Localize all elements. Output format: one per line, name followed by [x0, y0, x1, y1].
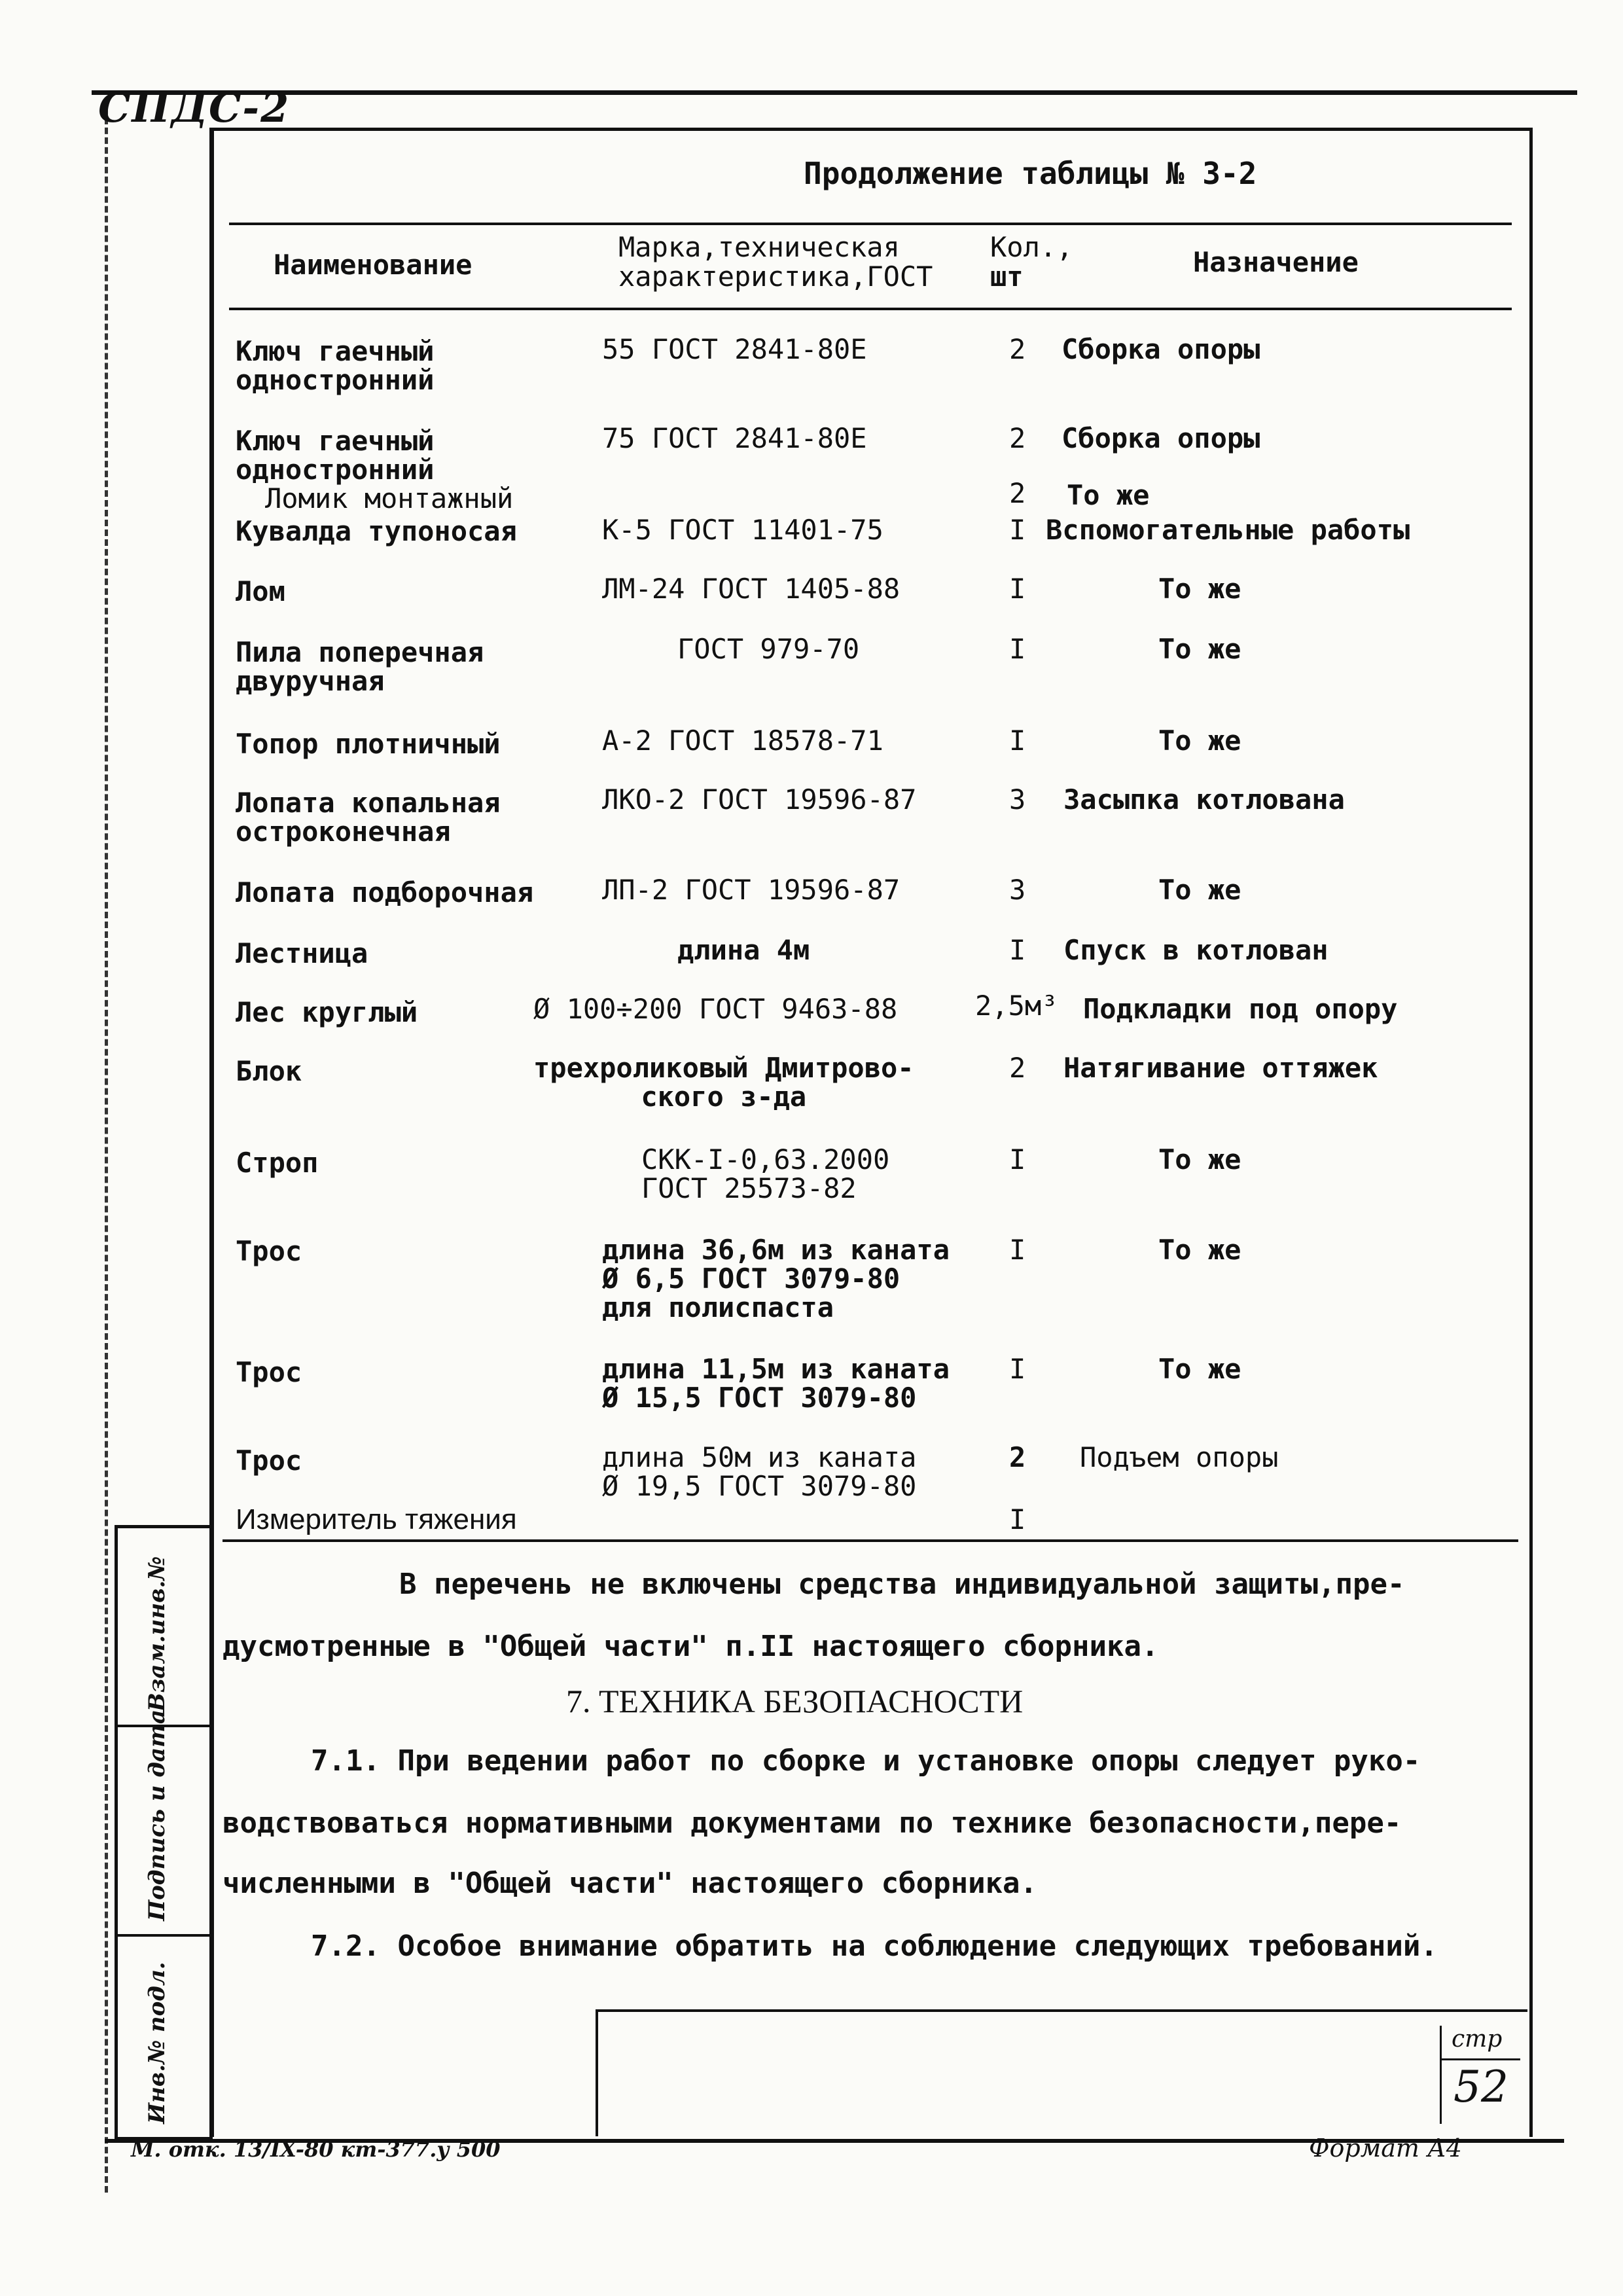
cell-name: Трос	[236, 1235, 302, 1267]
cell-qty: I	[1009, 1234, 1026, 1266]
paragraph-7-1-line-1: 7.1. При ведении работ по сборке и установке опоры следует руко-	[311, 1744, 1421, 1778]
cell-purpose: Натягивание оттяжек	[1063, 1052, 1378, 1084]
cell-mark: А-2 ГОСТ 18578-71	[602, 725, 883, 757]
cell-name: Лом	[236, 575, 285, 607]
cell-name: Трос	[236, 1444, 302, 1477]
cell-mark: длина 11,5м из каната Ø 15,5 ГОСТ 3079-80	[602, 1353, 950, 1414]
cell-qty: 2	[1009, 333, 1026, 365]
cell-purpose: То же	[1158, 1143, 1241, 1175]
cell-qty: I	[1009, 573, 1026, 605]
section-title: 7. ТЕХНИКА БЕЗОПАСНОСТИ	[566, 1683, 1024, 1719]
cell-name: Ключ гаечный одностронний	[236, 425, 435, 486]
header-qty-2: шт	[990, 260, 1024, 293]
cell-purpose: Засыпка котлована	[1063, 783, 1345, 816]
cell-name: Лестница	[236, 937, 368, 969]
paragraph-7-1-line-3: численными в "Общей части" настоящего сборника.	[223, 1867, 1038, 1900]
table-bottom-rule	[223, 1539, 1518, 1542]
page-number: 52	[1454, 2062, 1508, 2112]
header-purpose: Назначение	[1193, 246, 1359, 278]
cell-qty: I	[1009, 725, 1026, 757]
cell-qty: 2	[1009, 422, 1026, 454]
outer-top-border	[92, 90, 1577, 95]
cell-mark: длина 50м из каната Ø 19,5 ГОСТ 3079-80	[602, 1441, 917, 1502]
cell-mark: 55 ГОСТ 2841-80Е	[602, 333, 867, 365]
cell-qty: I	[1009, 633, 1026, 665]
title-block	[596, 2009, 1527, 2136]
cell-purpose: Вспомогательные работы	[1046, 514, 1410, 546]
cell-purpose: То же	[1067, 479, 1150, 511]
cell-qty: I	[1009, 1143, 1026, 1175]
cell-qty: 3	[1009, 874, 1026, 906]
cell-mark: длина 4м	[677, 934, 810, 966]
paragraph-7-2: 7.2. Особое внимание обратить на соблюдение следующих требований.	[311, 1929, 1438, 1963]
outer-left-border	[105, 98, 112, 2193]
cell-qty: I	[1009, 934, 1026, 966]
cell-name: Измеритель тяжения	[236, 1503, 517, 1535]
cell-purpose: Сборка опоры	[1061, 333, 1260, 365]
cell-purpose: То же	[1158, 725, 1241, 757]
cell-mark: трехроликовый Дмитрово- ского з-да	[533, 1052, 914, 1113]
cell-mark: ГОСТ 979-70	[677, 633, 860, 665]
cell-qty: 3	[1009, 783, 1026, 816]
cell-mark: длина 36,6м из каната Ø 6,5 ГОСТ 3079-80 для полиспаста	[602, 1234, 950, 1323]
cell-name: Строп	[236, 1147, 319, 1179]
cell-name: Топор плотничный	[236, 728, 501, 760]
cell-mark: ЛКО-2 ГОСТ 19596-87	[602, 783, 917, 816]
cell-mark: 75 ГОСТ 2841-80Е	[602, 422, 867, 454]
cell-name: Кувалда тупоносая	[236, 515, 517, 547]
cell-qty: I	[1009, 1503, 1026, 1535]
cell-qty: 2	[1009, 477, 1026, 509]
note-line-2: дусмотренные в "Общей части" п.II настоящего сборника.	[223, 1630, 1159, 1663]
cell-purpose: То же	[1158, 1353, 1241, 1385]
cell-purpose: То же	[1158, 633, 1241, 665]
header-name: Наименование	[274, 249, 473, 281]
stamp-column	[115, 1525, 213, 2140]
stamp-label: Инв.№ подл.	[144, 1962, 170, 2124]
table-top-rule	[229, 223, 1512, 225]
stamp-label: Подпись и дата	[144, 1709, 170, 1921]
page-label: стр	[1452, 2026, 1503, 2053]
cell-qty: I	[1009, 1353, 1026, 1385]
stamp-label: Взам.инв.№	[144, 1556, 170, 1712]
cell-mark: ЛП-2 ГОСТ 19596-87	[602, 874, 901, 906]
cell-purpose: То же	[1158, 1234, 1241, 1266]
header-mark-1: Марка,техническая	[618, 231, 900, 263]
cell-name: Лопата подборочная	[236, 876, 534, 908]
corner-label: СПДС-2	[98, 84, 291, 132]
paragraph-7-1-line-2: водствоваться нормативными документами по технике безопасности,пере-	[223, 1806, 1402, 1840]
cell-mark: СКК-I-0,63.2000 ГОСТ 25573-82	[641, 1143, 890, 1204]
cell-name: Пила поперечная двуручная	[236, 636, 484, 697]
page-number-box	[1440, 2026, 1520, 2124]
cell-name: Ломик монтажный	[265, 482, 514, 514]
cell-name: Блок	[236, 1055, 302, 1087]
cell-mark: ЛМ-24 ГОСТ 1405-88	[602, 573, 901, 605]
cell-qty: 2,5м³	[975, 990, 1058, 1022]
cell-qty: 2	[1009, 1441, 1026, 1473]
cell-mark: К-5 ГОСТ 11401-75	[602, 514, 883, 546]
cell-name: Лес круглый	[236, 996, 418, 1028]
header-bottom-rule	[229, 308, 1512, 310]
cell-purpose: Подъем опоры	[1080, 1441, 1279, 1473]
note-line-1: В перечень не включены средства индивидуальной защиты,пре-	[399, 1568, 1405, 1601]
cell-qty: I	[1009, 514, 1026, 546]
cell-purpose: Спуск в котлован	[1063, 934, 1329, 966]
cell-name: Лопата копальная остроконечная	[236, 787, 501, 848]
page-label-rule	[1442, 2058, 1520, 2060]
cell-purpose: Сборка опоры	[1061, 422, 1260, 454]
header-mark-2: характеристика,ГОСТ	[618, 260, 933, 293]
cell-name: Трос	[236, 1356, 302, 1388]
header-qty-1: Кол.,	[990, 231, 1073, 263]
cell-purpose: Подкладки под опору	[1083, 993, 1398, 1025]
stamp-divider	[118, 1934, 209, 1937]
cell-qty: 2	[1009, 1052, 1026, 1084]
cell-purpose: То же	[1158, 874, 1241, 906]
footer-left-note: М. отк. 13/IX-80 кт-377.у 500	[131, 2137, 501, 2162]
table-caption: Продолжение таблицы № 3-2	[804, 156, 1257, 191]
cell-name: Ключ гаечный одностронний	[236, 335, 435, 396]
cell-purpose: То же	[1158, 573, 1241, 605]
footer-right-note: Формат А4	[1309, 2134, 1462, 2162]
cell-mark: Ø 100÷200 ГОСТ 9463-88	[533, 993, 898, 1025]
